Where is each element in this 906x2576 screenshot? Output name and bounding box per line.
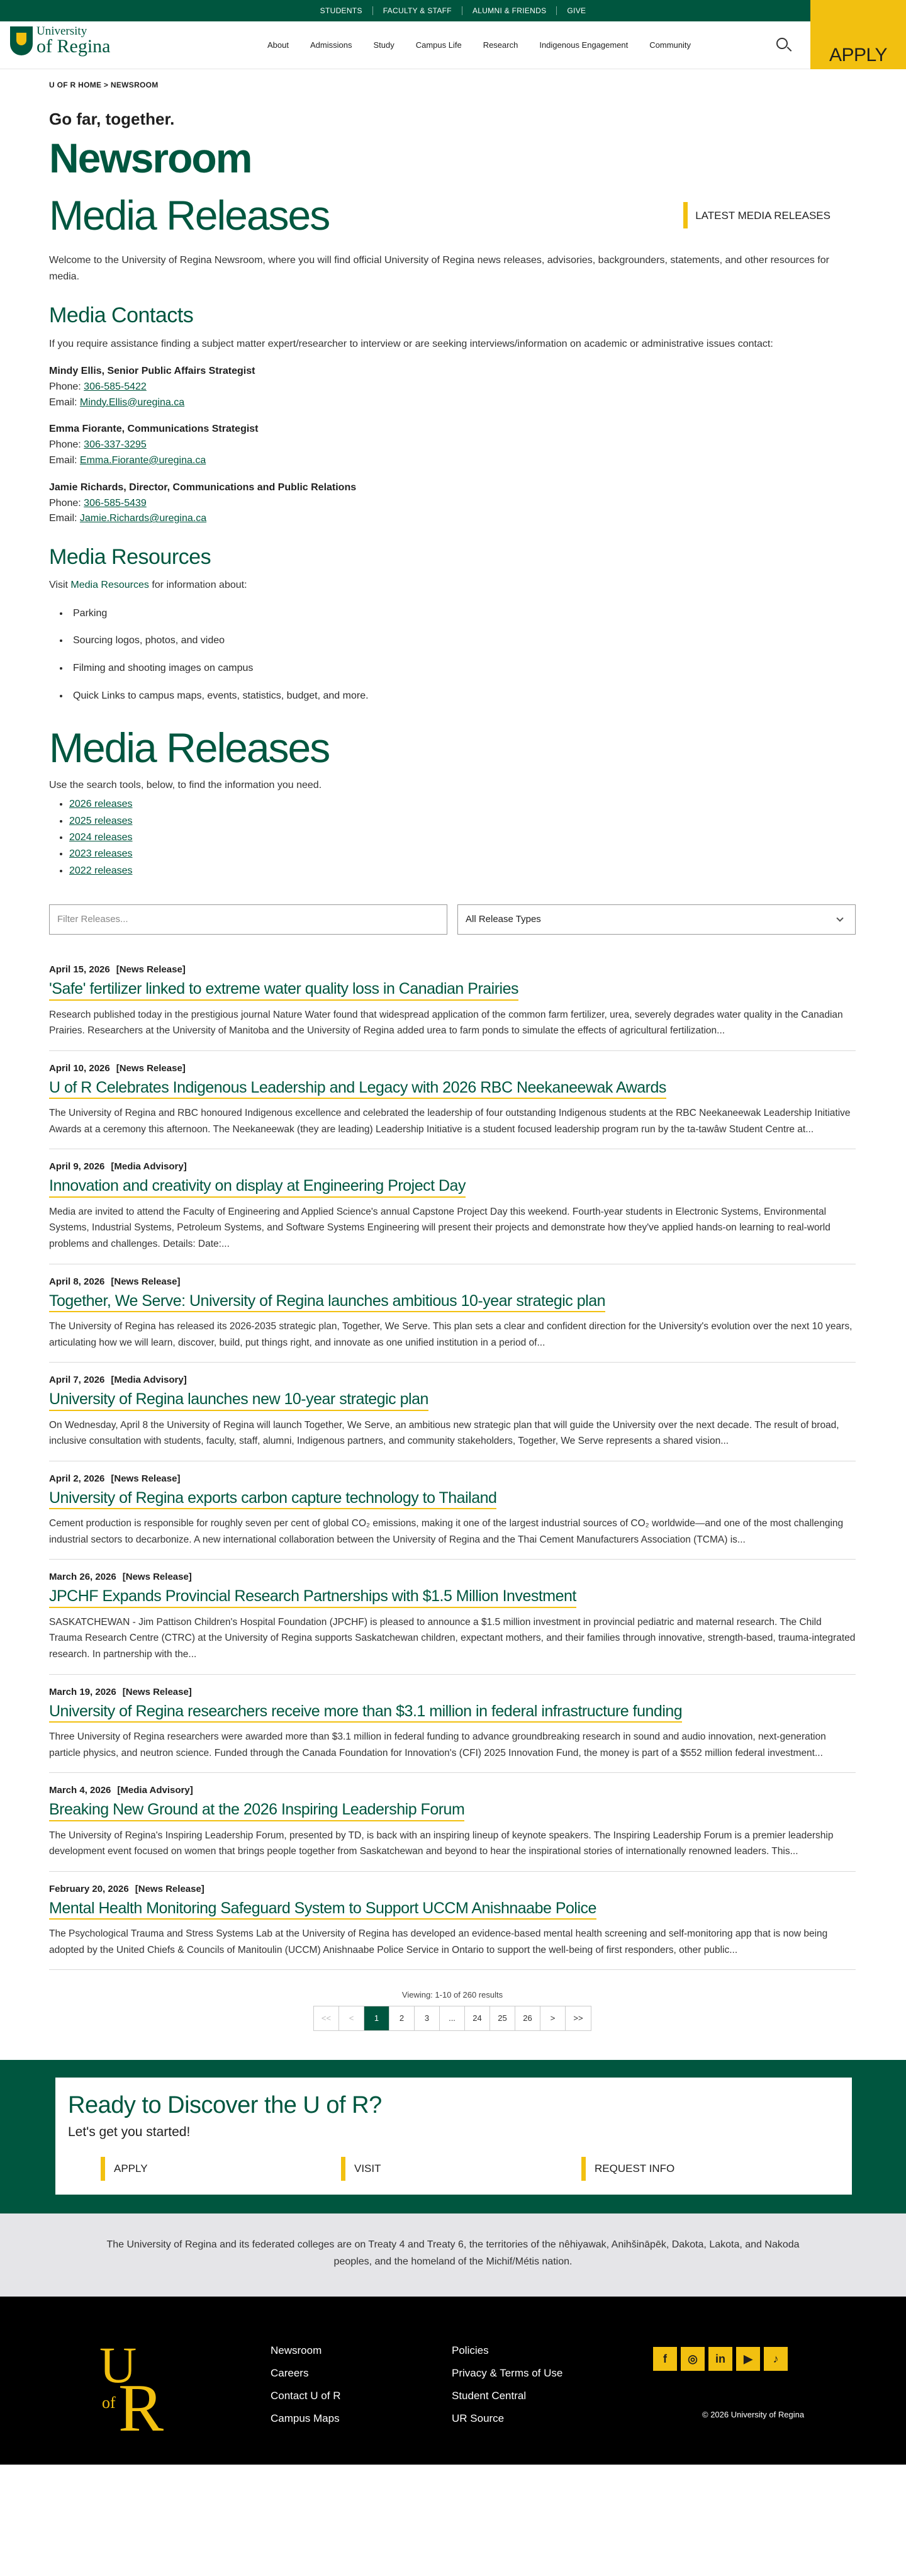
release-meta xyxy=(49,1274,856,1290)
utility-link-give[interactable]: GIVE xyxy=(567,6,586,15)
contact-card xyxy=(49,480,856,527)
release-type: [News Release] xyxy=(111,1473,181,1484)
footer-link-policies[interactable]: Policies xyxy=(452,2344,489,2357)
release-type-selected: All Release Types xyxy=(466,914,541,925)
instagram-icon[interactable]: ◎ xyxy=(681,2347,705,2371)
page-ellipsis: ... xyxy=(440,2006,465,2030)
prev-page-button[interactable]: < xyxy=(339,2006,364,2030)
contact-name: Jamie Richards, Director, Communications and Public Relations xyxy=(49,481,357,493)
contact-email-link[interactable]: Mindy.Ellis@uregina.ca xyxy=(79,397,185,408)
release-meta xyxy=(49,1570,856,1585)
footer-link-campus-maps[interactable]: Campus Maps xyxy=(271,2412,340,2425)
release-summary: The University of Regina and RBC honoured Indigenous excellence and celebrated the leadership of four outstanding Indigenous students at the RBC Neekaneewak Leadership Initiative Awards at a ceremony this afternoon. The Neekaneewak (they are leading) Leadership Initiative is a student focused leadership program run by the ta-tawâw Student Centre at... xyxy=(49,1108,851,1135)
release-title-link[interactable]: JPCHF Expands Provincial Research Partnerships with $1.5 Million Investment xyxy=(49,1586,576,1608)
nav-research[interactable]: Research xyxy=(483,40,518,50)
release-filters xyxy=(49,904,856,935)
main-content xyxy=(49,79,856,2031)
release-title-link[interactable]: 'Safe' fertilizer linked to extreme water quality loss in Canadian Prairies xyxy=(49,979,518,1001)
list-item xyxy=(49,1773,856,1872)
logo-line1: University xyxy=(36,25,87,38)
search-icon-handle xyxy=(787,47,792,52)
page-button-3[interactable]: 3 xyxy=(415,2006,440,2030)
cta-title: Ready to Discover the U of R? xyxy=(68,2092,382,2119)
release-meta xyxy=(49,1159,856,1174)
email-label: Email: xyxy=(49,513,77,524)
gold-accent-bar xyxy=(101,2157,105,2181)
release-meta xyxy=(49,1373,856,1388)
tagline: Go far, together. xyxy=(49,110,175,129)
email-label: Email: xyxy=(49,397,77,408)
release-title-link[interactable]: Together, We Serve: University of Regina launches ambitious 10-year strategic plan xyxy=(49,1291,605,1313)
nav-campus-life[interactable]: Campus Life xyxy=(415,40,462,50)
logo-wordmark xyxy=(36,25,110,56)
release-summary: Research published today in the prestigious journal Nature Water found that widespread application of the common farm fertilizer, urea, severely degrades water quality in the Canadian Prairies. Researchers at the University of Manitoba and the University of Regina added urea to farm ponds to simulate the effects of agricultural fertilization... xyxy=(49,1009,843,1037)
release-meta xyxy=(49,1685,856,1700)
list-item: • Sourcing logos, photos, and video xyxy=(69,633,856,649)
social-links xyxy=(653,2347,788,2371)
release-title-link[interactable]: University of Regina exports carbon capture technology to Thailand xyxy=(49,1488,496,1510)
footer-link-privacy[interactable]: Privacy & Terms of Use xyxy=(452,2367,563,2380)
releases-heading: Media Releases xyxy=(49,724,330,772)
list-item xyxy=(69,830,856,846)
footer-logo-r: R xyxy=(118,2371,164,2446)
list-item xyxy=(49,1264,856,1363)
nav-about[interactable]: About xyxy=(267,40,289,50)
release-date: March 26, 2026 xyxy=(49,1572,116,1583)
release-type: [News Release] xyxy=(135,1883,204,1894)
cta-card xyxy=(55,2078,852,2194)
page-button-25[interactable]: 25 xyxy=(490,2006,515,2030)
contact-name: Mindy Ellis, Senior Public Affairs Strategist xyxy=(49,366,255,377)
crest-icon xyxy=(10,26,33,55)
release-list xyxy=(49,962,856,1970)
treaty-text: The University of Regina and its federated colleges are on Treaty 4 and Treaty 6, the territories of the nêhiyawak, Anihšināpēk, Dakota, Lakota, and Nakoda peoples, and the homeland of the Michif/Métis nation. xyxy=(106,2239,800,2267)
list-item xyxy=(69,796,856,813)
release-date: April 10, 2026 xyxy=(49,1062,110,1074)
release-date: March 19, 2026 xyxy=(49,1686,116,1697)
contact-email-row xyxy=(49,511,856,527)
year-link-2024[interactable]: 2024 releases xyxy=(69,831,133,843)
release-type-select[interactable] xyxy=(457,904,856,935)
site-header xyxy=(0,21,906,69)
release-summary: The University of Regina's Inspiring Leadership Forum, presented by TD, is back with an inspiring lineup of keynote speakers. The Inspiring Leadership Forum is a premier leadership development event focused on women that brings people together from Saskatchewan and beyond to hear the inspirational stories of internationally renowned leaders. This... xyxy=(49,1830,834,1857)
release-title-link[interactable]: University of Regina launches new 10-year strategic plan xyxy=(49,1389,428,1411)
visit-suffix: for information about: xyxy=(148,580,247,591)
apply-button[interactable]: APPLY xyxy=(810,0,906,69)
list-item xyxy=(69,863,856,879)
cta-link-label: REQUEST INFO xyxy=(595,2163,675,2175)
release-type: [News Release] xyxy=(116,964,186,976)
list-item xyxy=(49,1051,856,1150)
release-date: March 4, 2026 xyxy=(49,1785,111,1796)
media-releases-header xyxy=(49,193,856,239)
pagination xyxy=(49,1989,856,2031)
contact-phone-link[interactable]: 306-585-5439 xyxy=(84,497,147,509)
release-meta xyxy=(49,962,856,977)
release-meta xyxy=(49,1061,856,1076)
release-summary: Media are invited to attend the Faculty of Engineering and Applied Science's annual Capstone Project Day this weekend. Fourth-year students in Electronic Systems, Environmental Systems, Industrial Systems, Petroleum Systems, and Software Systems Engineering will present their projects and demonstrate how they've applied hands-on learning to real-world problems and challenges. Details: Date:... xyxy=(49,1206,830,1249)
release-summary: The Psychological Trauma and Stress Systems Lab at the University of Regina has developed an evidence-based mental health screening and self-monitoring app that is now being adopted by the United Chiefs & Councils of Manitoulin (UCCM) Anishnaabe Police Service in Ontario to support the well-being of first responders, other public... xyxy=(49,1928,828,1955)
release-summary: Three University of Regina researchers were awarded more than $3.1 million in federal funding to advance groundbreaking research in sound and audio innovation, next-generation particle physics, and neutron science. Funded through the Canada Foundation for Innovation's (CFI) 2025 Innovation Fund, the money is part of a $552 million federal investment... xyxy=(49,1731,826,1758)
contact-phone-row xyxy=(49,380,856,395)
search-icon-lens xyxy=(776,38,788,49)
gold-accent-bar xyxy=(341,2157,345,2181)
media-resources-list xyxy=(69,605,856,704)
footer-links-col2 xyxy=(452,2339,562,2430)
release-type: [Media Advisory] xyxy=(111,1375,187,1386)
release-type: [News Release] xyxy=(116,1062,186,1074)
latest-media-releases-button[interactable] xyxy=(683,202,830,228)
latest-media-releases-label: LATEST MEDIA RELEASES xyxy=(695,209,830,222)
release-type: [News Release] xyxy=(122,1686,192,1697)
media-resources-intro xyxy=(49,577,856,593)
nav-indigenous-engagement[interactable]: Indigenous Engagement xyxy=(539,40,629,50)
cta-subtitle: Let's get you started! xyxy=(68,2125,191,2140)
page-button-2[interactable]: 2 xyxy=(389,2006,415,2030)
release-date: April 8, 2026 xyxy=(49,1276,105,1287)
next-page-button[interactable]: > xyxy=(540,2006,566,2030)
facebook-icon[interactable]: f xyxy=(653,2347,677,2371)
release-type: [News Release] xyxy=(122,1572,192,1583)
year-link-2025[interactable]: 2025 releases xyxy=(69,815,133,826)
page-button-24[interactable]: 24 xyxy=(465,2006,490,2030)
youtube-icon[interactable]: ▶ xyxy=(736,2347,760,2371)
first-page-button[interactable]: << xyxy=(314,2006,339,2030)
chevron-down-icon xyxy=(836,914,843,921)
year-link-2023[interactable]: 2023 releases xyxy=(69,848,133,860)
results-count: Viewing: 1-10 of 260 results xyxy=(401,1990,503,2000)
contact-card xyxy=(49,422,856,468)
release-title-link[interactable]: Innovation and creativity on display at Engineering Project Day xyxy=(49,1176,466,1198)
contact-email-row xyxy=(49,453,856,469)
list-item: • Filming and shooting images on campus xyxy=(69,660,856,677)
utility-links xyxy=(310,6,596,15)
cta-links xyxy=(68,2157,839,2181)
land-acknowledgement xyxy=(0,2213,906,2297)
contact-card xyxy=(49,364,856,410)
contact-email-link[interactable]: Emma.Fiorante@uregina.ca xyxy=(79,455,206,466)
year-link-2026[interactable]: 2026 releases xyxy=(69,799,133,810)
footer-links-col1 xyxy=(271,2339,341,2430)
linkedin-icon[interactable]: in xyxy=(708,2347,732,2371)
contact-phone-link[interactable]: 306-337-3295 xyxy=(84,439,147,451)
list-item xyxy=(49,1675,856,1774)
footer-link-student-central[interactable]: Student Central xyxy=(452,2390,527,2402)
release-title-link[interactable]: Breaking New Ground at the 2026 Inspiring Leadership Forum xyxy=(49,1799,464,1821)
footer-link-ur-source[interactable]: UR Source xyxy=(452,2412,505,2425)
footer-logo-of: of xyxy=(102,2393,116,2412)
release-title-link[interactable]: University of Regina researchers receive more than $3.1 million in federal infrastructure funding xyxy=(49,1701,682,1723)
release-date: April 9, 2026 xyxy=(49,1161,105,1173)
contact-phone-row xyxy=(49,496,856,512)
cta-link-label: APPLY xyxy=(114,2163,148,2175)
main-nav xyxy=(257,21,702,69)
cta-visit-link[interactable] xyxy=(341,2157,581,2181)
list-item xyxy=(49,1149,856,1264)
newsroom-intro: Welcome to the University of Regina Newsroom, where you will find official University of Regina news releases, advisories, backgrounders, statements, and other resources for media. xyxy=(49,254,829,283)
footer-logo-u: U xyxy=(99,2336,137,2394)
phone-label: Phone: xyxy=(49,439,81,451)
list-item xyxy=(49,1560,856,1674)
last-page-button[interactable]: >> xyxy=(573,2013,583,2023)
contact-phone-row xyxy=(49,437,856,453)
site-footer xyxy=(0,2297,906,2465)
media-resources-link[interactable]: Media Resources xyxy=(70,580,149,591)
visit-prefix: Visit xyxy=(49,580,71,591)
release-type: [News Release] xyxy=(111,1276,181,1287)
year-link-2022[interactable]: 2022 releases xyxy=(69,865,133,876)
utility-link-alumni-friends[interactable]: ALUMNI & FRIENDS xyxy=(462,6,557,15)
nav-community[interactable]: Community xyxy=(649,40,691,50)
phone-label: Phone: xyxy=(49,497,81,509)
release-title-link[interactable]: Mental Health Monitoring Safeguard System to Support UCCM Anishnaabe Police xyxy=(49,1898,596,1920)
utility-link-students[interactable]: STUDENTS xyxy=(310,6,373,15)
footer-link-contact[interactable]: Contact U of R xyxy=(271,2390,341,2402)
cta-link-label: VISIT xyxy=(354,2163,381,2175)
release-meta xyxy=(49,1882,856,1897)
footer-link-careers[interactable]: Careers xyxy=(271,2367,309,2380)
breadcrumb[interactable]: U OF R HOME > NEWSROOM xyxy=(49,81,159,89)
list-item xyxy=(49,1872,856,1971)
cta-apply-link[interactable] xyxy=(101,2157,341,2181)
logo-line2: of Regina xyxy=(36,36,111,57)
search-icon[interactable] xyxy=(775,37,793,54)
release-years-list xyxy=(69,796,856,879)
release-type: [Media Advisory] xyxy=(117,1785,193,1796)
list-item: • Quick Links to campus maps, events, statistics, budget, and more. xyxy=(69,688,856,704)
list-item xyxy=(69,813,856,830)
footer-link-newsroom[interactable]: Newsroom xyxy=(271,2344,322,2357)
contact-email-row xyxy=(49,395,856,411)
release-summary: The University of Regina has released its 2026-2035 strategic plan, Together, We Serve. This plan sets a clear and confident direction for the University's evolution over the next 10 years, articulating how we will learn, discover, build, put things right, and innovate as one unified institution in a period of... xyxy=(49,1321,853,1348)
release-meta xyxy=(49,1471,856,1487)
page-button-26[interactable]: 26 xyxy=(515,2006,540,2030)
release-summary: SASKATCHEWAN - Jim Pattison Children's Hospital Foundation (JPCHF) is pleased to announce a $1.5 million investment in provincial pediatric and maternal research. The Child Trauma Research Centre (CTRC) at the University of Regina supports Saskatchewan children, expectant mothers, and their families through innovative, strength-based, trauma-integrated research. In partnership with the... xyxy=(49,1616,856,1660)
contact-name: Emma Fiorante, Communications Strategist xyxy=(49,424,259,435)
release-type: [Media Advisory] xyxy=(111,1161,187,1173)
media-contacts-intro: If you require assistance finding a subject matter expert/researcher to interview or are seeking interviews/information on academic or administrative issues contact: xyxy=(49,338,773,349)
release-date: April 15, 2026 xyxy=(49,964,110,976)
copyright: © 2026 University of Regina xyxy=(702,2410,805,2420)
media-releases-heading: Media Releases xyxy=(49,192,330,239)
utility-bar xyxy=(0,0,906,21)
cta-section xyxy=(0,2060,906,2213)
release-date: April 2, 2026 xyxy=(49,1473,105,1484)
page-title: Newsroom xyxy=(49,134,252,181)
email-label: Email: xyxy=(49,455,77,466)
list-item: • Parking xyxy=(69,605,856,622)
page-button-1[interactable]: 1 xyxy=(364,2006,389,2030)
phone-label: Phone: xyxy=(49,381,81,392)
release-title-link[interactable]: U of R Celebrates Indigenous Leadership and Legacy with 2026 RBC Neekaneewak Awards xyxy=(49,1077,666,1100)
utility-link-faculty-staff[interactable]: FACULTY & STAFF xyxy=(373,6,462,15)
gold-accent-bar xyxy=(581,2157,586,2181)
filter-releases-input[interactable]: Filter Releases... xyxy=(49,904,447,935)
university-logo[interactable] xyxy=(10,25,110,56)
release-summary: On Wednesday, April 8 the University of Regina will launch Together, We Serve, an ambitious new strategic plan that will guide the University over the next decade. The result of broad, inclusive consultation with students, faculty, staff, alumni, Indigenous partners, and community stakeholders, Together, We Serve represents a shared vision... xyxy=(49,1419,839,1447)
list-item xyxy=(49,962,856,1051)
media-resources-heading: Media Resources xyxy=(49,545,211,570)
release-summary: Cement production is responsible for roughly seven per cent of global CO₂ emissions, making it one of the largest industrial sources of CO₂ worldwide—and one of the most challenging industrial sectors to decarbonize. A new international collaboration between the University of Regina and the Thai Cement Manufacturers Association (TCMA) is... xyxy=(49,1518,844,1545)
list-item xyxy=(69,846,856,862)
gold-accent-bar xyxy=(683,202,688,228)
tiktok-icon[interactable]: ♪ xyxy=(764,2347,788,2371)
list-item xyxy=(49,1461,856,1560)
media-contacts-heading: Media Contacts xyxy=(49,303,194,328)
nav-study[interactable]: Study xyxy=(373,40,394,50)
release-meta xyxy=(49,1783,856,1798)
releases-intro: Use the search tools, below, to find the information you need. xyxy=(49,779,322,790)
contact-email-link[interactable]: Jamie.Richards@uregina.ca xyxy=(79,513,207,524)
release-date: February 20, 2026 xyxy=(49,1883,129,1894)
list-item xyxy=(49,1363,856,1461)
release-date: April 7, 2026 xyxy=(49,1375,105,1386)
cta-request-info-link[interactable] xyxy=(581,2157,822,2181)
pagination-controls xyxy=(313,2006,591,2031)
nav-admissions[interactable]: Admissions xyxy=(310,40,352,50)
contact-phone-link[interactable]: 306-585-5422 xyxy=(84,381,147,392)
